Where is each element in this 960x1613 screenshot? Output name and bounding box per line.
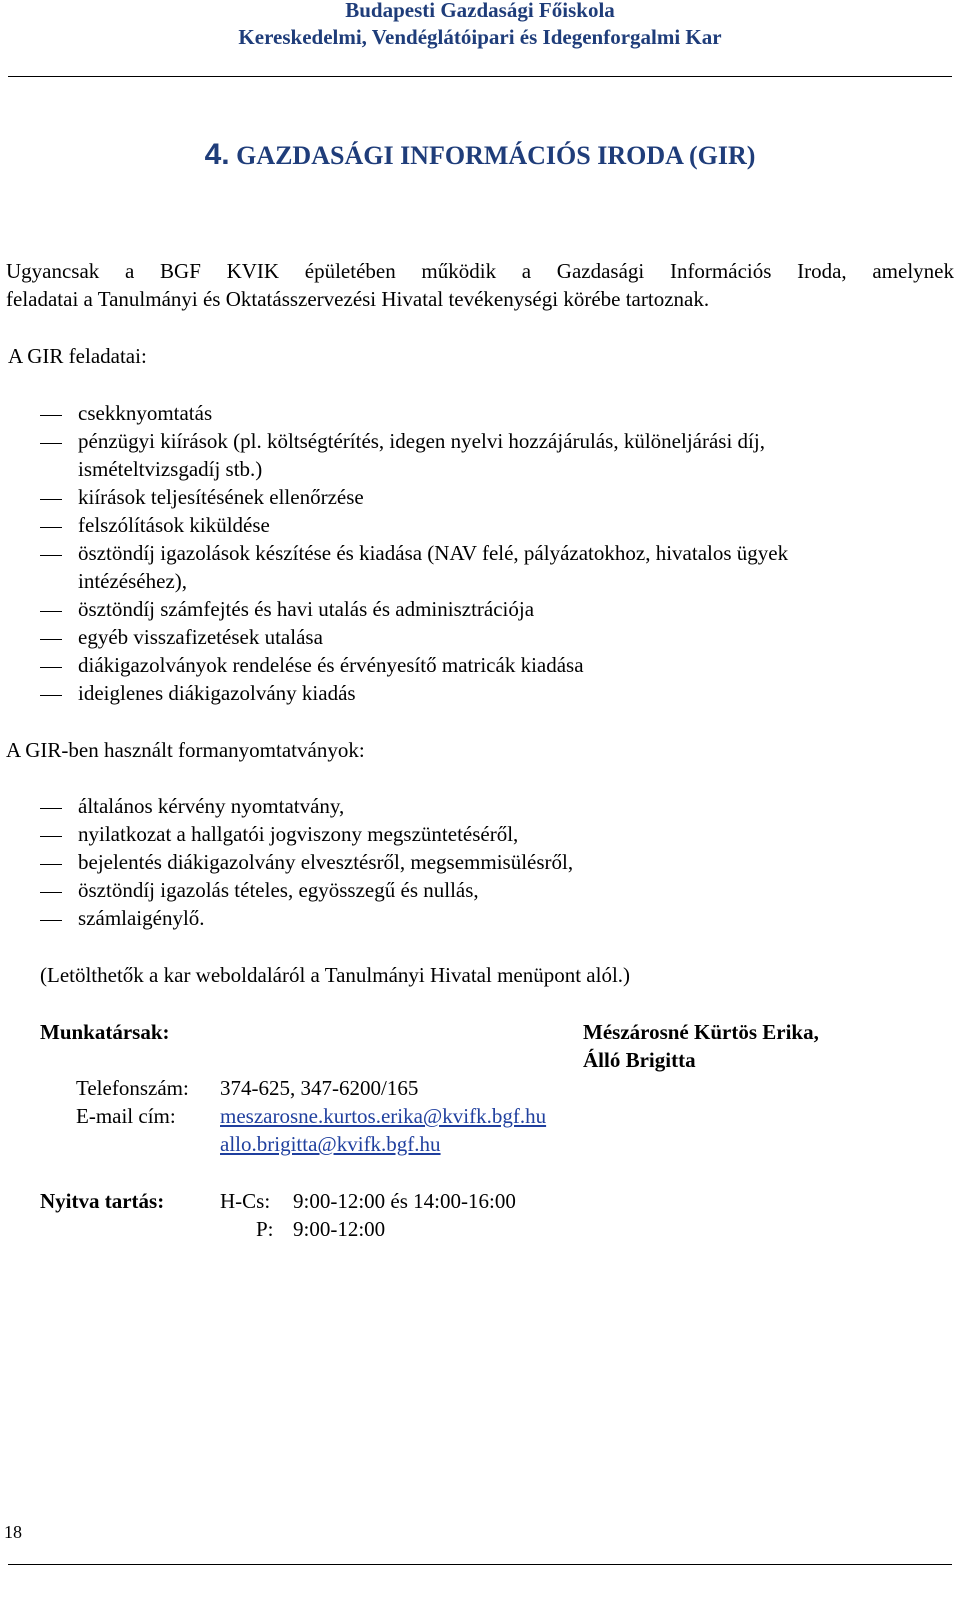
form-item: számlaigénylő. [78, 906, 205, 930]
phone-value: 374-625, 347-6200/165 [220, 1076, 419, 1100]
form-item: nyilatkozat a hallgatói jogviszony megszüntetéséről, [78, 822, 519, 846]
staff-name-1: Mészárosné Kürtös Erika, [583, 1020, 819, 1044]
dash-icon [40, 892, 62, 893]
staff-label: Munkatársak: [40, 1020, 170, 1044]
task-item: diákigazolványok rendelése és érvényesítő matricák kiadása [78, 653, 584, 677]
hours-time-2: 9:00-12:00 [293, 1217, 386, 1241]
task-item-continuation: intézéséhez), [78, 569, 188, 593]
tasks-heading: A GIR feladatai: [8, 344, 147, 368]
intro-line-2: feladatai a Tanulmányi és Oktatásszervezési Hivatal tevékenységi körébe tartoznak. [6, 287, 710, 311]
task-item: kiírások teljesítésének ellenőrzése [78, 485, 364, 509]
task-item: felszólítások kiküldése [78, 513, 270, 537]
page-title [0, 138, 960, 172]
staff-name-2: Álló Brigitta [583, 1048, 696, 1072]
section-title: GAZDASÁGI INFORMÁCIÓS IRODA (GIR) [236, 141, 756, 170]
hours-time-1: 9:00-12:00 és 14:00-16:00 [293, 1189, 516, 1213]
task-item-continuation: ismételtvizsgadíj stb.) [78, 457, 263, 481]
dash-icon [40, 639, 62, 640]
intro-line-1: Ugyancsak a BGF KVIK épületében működik a Gazdasági Információs Iroda, amelynek [6, 259, 954, 283]
hours-label: Nyitva tartás: [40, 1189, 165, 1213]
form-item: bejelentés diákigazolvány elvesztésről, megsemmisülésről, [78, 850, 574, 874]
form-item: ösztöndíj igazolás tételes, egyösszegű és nullás, [78, 878, 479, 902]
header-faculty: Kereskedelmi, Vendéglátóipari és Idegenforgalmi Kar [238, 25, 722, 49]
dash-icon [40, 864, 62, 865]
dash-icon [40, 836, 62, 837]
task-item: ösztöndíj számfejtés és havi utalás és adminisztrációja [78, 597, 535, 621]
email-link-1[interactable]: meszarosne.kurtos.erika@kvifk.bgf.hu [220, 1104, 547, 1128]
dash-icon [40, 808, 62, 809]
footer-divider [8, 1564, 952, 1565]
task-item: ideiglenes diákigazolvány kiadás [78, 681, 356, 705]
dash-icon [40, 527, 62, 528]
dash-icon [40, 415, 62, 416]
dash-icon [40, 611, 62, 612]
task-item: pénzügyi kiírások (pl. költségtérítés, idegen nyelvi hozzájárulás, különeljárási díj, [78, 429, 765, 453]
page-number: 18 [4, 1522, 22, 1542]
dash-icon [40, 920, 62, 921]
task-item: ösztöndíj igazolások készítése és kiadása (NAV felé, pályázatokhoz, hivatalos ügyek [78, 541, 789, 565]
hours-day-1: H-Cs: [220, 1189, 271, 1213]
download-note: (Letölthetők a kar weboldaláról a Tanulmányi Hivatal menüpont alól.) [40, 963, 631, 987]
dash-icon [40, 555, 62, 556]
email-label: E-mail cím: [76, 1104, 176, 1128]
section-number: 4. [204, 138, 230, 171]
header-institution: Budapesti Gazdasági Főiskola [345, 0, 615, 22]
forms-heading: A GIR-ben használt formanyomtatványok: [6, 738, 365, 762]
phone-label: Telefonszám: [76, 1076, 189, 1100]
dash-icon [40, 667, 62, 668]
email-link-2[interactable]: allo.brigitta@kvifk.bgf.hu [220, 1132, 441, 1156]
form-item: általános kérvény nyomtatvány, [78, 794, 345, 818]
header-divider [8, 76, 952, 77]
task-item: egyéb visszafizetések utalása [78, 625, 323, 649]
hours-day-2: P: [256, 1217, 274, 1241]
dash-icon [40, 695, 62, 696]
task-item: csekknyomtatás [78, 401, 213, 425]
dash-icon [40, 499, 62, 500]
dash-icon [40, 443, 62, 444]
